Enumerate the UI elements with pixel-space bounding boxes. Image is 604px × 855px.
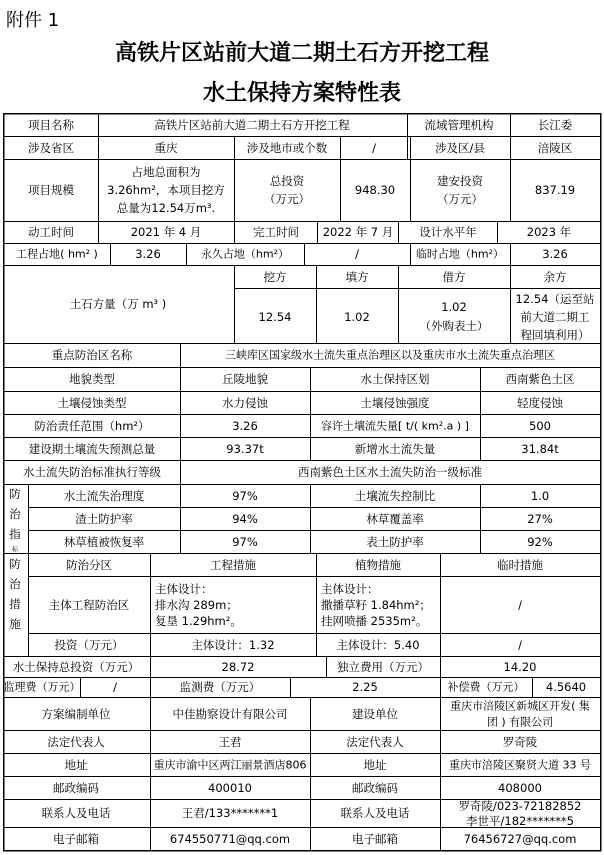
label-erosion-intensity: 土壤侵蚀强度 xyxy=(360,396,430,410)
value-construction-unit-line2: 团 ) 有限公司 xyxy=(486,715,554,729)
label-end-time: 完工时间 xyxy=(253,225,299,239)
targets-side-char-4: 标 xyxy=(11,546,19,554)
document-subtitle: 水土保持方案特性表 xyxy=(202,81,401,106)
label-earthwork: 土石方量（万 m³ ) xyxy=(69,297,167,311)
plant-line-2: 撒播草籽 1.84hm²； xyxy=(321,598,431,612)
value-control-degree: 97% xyxy=(232,489,258,503)
eng-line-3: 复垦 1.29hm²。 xyxy=(155,614,242,628)
label-cities: 涉及地市或个数 xyxy=(246,141,328,155)
label-province: 涉及省区 xyxy=(28,141,74,155)
value-standard-level: 西南紫色土区水土流失防治一级标准 xyxy=(298,465,482,479)
plant-line-3: 挂网喷播 2535m²。 xyxy=(321,614,428,628)
label-construction-unit: 建设单位 xyxy=(352,707,398,721)
value-email-2: 76456727@qq.com xyxy=(463,832,577,846)
value-surplus-line1: 12.54（运至站 xyxy=(515,292,595,306)
value-surplus-line3: 程回填利用） xyxy=(520,328,590,342)
targets-side-char-3: 指 xyxy=(9,527,21,541)
header-zone: 防治分区 xyxy=(66,558,112,572)
value-legal-rep-2: 罗奇陵 xyxy=(502,735,538,749)
label-predicted-loss: 建设期土壤流失预测总量 xyxy=(28,442,156,456)
label-start-time: 动工时间 xyxy=(28,225,74,239)
label-construction-investment-unit: （万元） xyxy=(437,192,483,206)
value-project-name: 高铁片区站前大道二期土石方开挖工程 xyxy=(154,118,350,132)
label-postcode-2: 邮政编码 xyxy=(352,781,398,795)
eng-line-1: 主体设计： xyxy=(155,582,213,596)
document-title: 高铁片区站前大道二期土石方开挖工程 xyxy=(114,41,489,66)
eng-line-2: 排水沟 289m； xyxy=(155,598,238,612)
value-address-2: 重庆市涪陵区聚贤大道 33 号 xyxy=(449,758,591,772)
label-project-name: 项目名称 xyxy=(28,118,74,132)
value-erosion-type: 水力侵蚀 xyxy=(222,396,268,410)
label-plan-unit: 方案编制单位 xyxy=(41,707,111,721)
label-compensation-fee: 补偿费（万元） xyxy=(447,680,525,694)
value-allowable-loss: 500 xyxy=(529,419,551,433)
value-independent-cost: 14.20 xyxy=(503,660,537,674)
label-address-2: 地址 xyxy=(363,758,387,772)
value-end-time: 2022 年 7 月 xyxy=(322,225,394,239)
label-permanent-land: 永久占地（hm²） xyxy=(200,247,290,261)
label-temporary-land: 临时占地（hm²） xyxy=(415,247,505,261)
value-landform: 丘陵地貌 xyxy=(222,372,268,386)
value-land-occupation: 3.26 xyxy=(135,247,161,261)
label-project-scale: 项目规模 xyxy=(28,183,74,197)
value-permanent-land: / xyxy=(355,247,359,261)
header-plant: 植物措施 xyxy=(355,558,401,572)
value-construction-unit-line1: 重庆市涪陵区新城区开发( 集 xyxy=(450,699,590,713)
label-vegetation-restoration: 林草植被恢复率 xyxy=(63,535,145,549)
label-vegetation-coverage: 林草覆盖率 xyxy=(366,512,424,526)
measures-side-char-1: 防 xyxy=(9,557,21,571)
value-email-1: 674550771@qq.com xyxy=(169,832,291,846)
value-cities: / xyxy=(372,141,376,155)
label-district: 涉及区/县 xyxy=(435,141,485,155)
value-borrow-note: （外购表土） xyxy=(419,319,489,333)
value-supervision-fee: / xyxy=(113,680,117,694)
value-zone: 主体工程防治区 xyxy=(48,598,130,612)
label-new-loss: 新增水土流失量 xyxy=(354,442,436,456)
header-excavation: 挖方 xyxy=(263,270,287,284)
value-fill: 1.02 xyxy=(344,310,370,324)
value-loss-control-ratio: 1.0 xyxy=(530,489,550,503)
label-loss-control-ratio: 土壤流失控制比 xyxy=(354,489,436,503)
measures-side-char-4: 施 xyxy=(9,617,21,631)
label-allowable-loss: 容许土壤流失量[ t/( km².a ) ] xyxy=(321,419,469,433)
label-basin-agency: 流域管理机构 xyxy=(424,118,494,132)
value-contact-2-line2: 李世平/182*******5 xyxy=(466,814,574,828)
label-address-1: 地址 xyxy=(64,758,88,772)
value-postcode-2: 408000 xyxy=(498,781,542,795)
value-province: 重庆 xyxy=(154,141,178,155)
label-email-1: 电子邮箱 xyxy=(53,832,99,846)
label-design-year: 设计水平年 xyxy=(419,225,477,239)
value-residue-protection: 94% xyxy=(232,512,258,526)
value-postcode-1: 400010 xyxy=(208,781,252,795)
targets-side-char-2: 治 xyxy=(9,507,21,521)
value-scale-line3: 总量为12.54万m³. xyxy=(116,201,216,215)
value-basin-agency: 长江委 xyxy=(537,118,573,132)
attachment-label: 附件 1 xyxy=(6,10,60,31)
label-construction-investment: 建安投资 xyxy=(437,174,483,188)
header-temporary: 临时措施 xyxy=(497,558,543,572)
label-email-2: 电子邮箱 xyxy=(352,832,398,846)
value-temp-investment: / xyxy=(518,638,522,652)
value-key-zone: 三峡库区国家级水土流失重点治理区以及重庆市水土流失重点治理区 xyxy=(225,348,555,362)
label-total-investment: 总投资 xyxy=(269,174,305,188)
value-borrow: 1.02 xyxy=(441,300,467,314)
value-monitoring-fee: 2.25 xyxy=(352,680,378,694)
value-soil-zoning: 西南紫色土区 xyxy=(505,372,575,386)
value-erosion-intensity: 轻度侵蚀 xyxy=(517,396,563,410)
value-contact-2-line1: 罗奇陵/023-72182852 xyxy=(458,799,582,813)
label-legal-rep-1: 法定代表人 xyxy=(47,735,105,749)
label-contact-2: 联系人及电话 xyxy=(340,806,410,820)
header-fill: 填方 xyxy=(345,270,369,284)
label-monitoring-fee: 监测费（万元） xyxy=(179,680,261,694)
label-independent-cost: 独立费用（万元） xyxy=(337,660,429,674)
value-new-loss: 31.84t xyxy=(521,442,559,456)
value-start-time: 2021 年 4 月 xyxy=(130,225,202,239)
label-land-occupation: 工程占地( hm² ) xyxy=(16,247,98,261)
label-landform: 地貌类型 xyxy=(69,372,115,386)
value-responsibility-area: 3.26 xyxy=(232,419,258,433)
value-soil-total-investment: 28.72 xyxy=(221,660,255,674)
value-plant-investment: 主体设计：5.40 xyxy=(336,638,420,652)
value-vegetation-coverage: 27% xyxy=(527,512,553,526)
value-construction-investment: 837.19 xyxy=(534,183,576,197)
label-topsoil-protection: 表土防护率 xyxy=(366,535,424,549)
value-predicted-loss: 93.37t xyxy=(226,442,264,456)
value-surplus-line2: 前大道二期工 xyxy=(520,310,590,324)
value-legal-rep-1: 王君 xyxy=(218,735,242,749)
label-responsibility-area: 防治责任范围（hm²） xyxy=(34,419,150,433)
measures-side-char-2: 治 xyxy=(9,577,21,591)
value-topsoil-protection: 92% xyxy=(527,535,553,549)
label-contact-1: 联系人及电话 xyxy=(41,806,111,820)
value-excavation: 12.54 xyxy=(258,310,292,324)
targets-side-char-1: 防 xyxy=(9,487,21,501)
header-engineering: 工程措施 xyxy=(210,558,256,572)
label-total-investment-unit: （万元） xyxy=(264,192,310,206)
header-borrow: 借方 xyxy=(442,270,466,284)
label-standard-level: 水土流失防治标准执行等级 xyxy=(23,465,161,479)
header-surplus: 余方 xyxy=(543,270,567,284)
value-compensation-fee: 4.5640 xyxy=(545,680,587,694)
label-soil-zoning: 水土保持区划 xyxy=(360,372,430,386)
value-temporary-land: 3.26 xyxy=(542,247,568,261)
label-postcode-1: 邮政编码 xyxy=(53,781,99,795)
label-legal-rep-2: 法定代表人 xyxy=(346,735,404,749)
value-scale-line2: 3.26hm²，本项目挖方 xyxy=(107,183,225,197)
value-eng-investment: 主体设计：1.32 xyxy=(191,638,275,652)
label-measure-investment: 投资（万元） xyxy=(54,638,124,652)
value-design-year: 2023 年 xyxy=(526,225,572,239)
value-scale-line1: 占地总面积为 xyxy=(131,165,201,179)
value-address-1: 重庆市渝中区两江丽景酒店806 xyxy=(153,758,307,772)
measures-side-char-3: 措 xyxy=(9,597,21,611)
label-residue-protection: 渣土防护率 xyxy=(75,512,133,526)
label-soil-total-investment: 水土保持总投资（万元） xyxy=(12,660,140,674)
value-district: 涪陵区 xyxy=(537,141,573,155)
value-plan-unit: 中佳勘察设计有限公司 xyxy=(172,707,288,721)
label-control-degree: 水土流失治理度 xyxy=(63,489,145,503)
value-contact-1: 王君/133*******1 xyxy=(181,806,279,820)
value-vegetation-restoration: 97% xyxy=(232,535,258,549)
label-key-zone: 重点防治区名称 xyxy=(51,348,133,362)
plant-line-1: 主体设计： xyxy=(321,582,379,596)
value-temporary: / xyxy=(518,598,522,612)
label-erosion-type: 土壤侵蚀类型 xyxy=(57,396,127,410)
value-total-investment: 948.30 xyxy=(354,183,396,197)
label-supervision-fee: 监理费（万元） xyxy=(3,680,81,694)
